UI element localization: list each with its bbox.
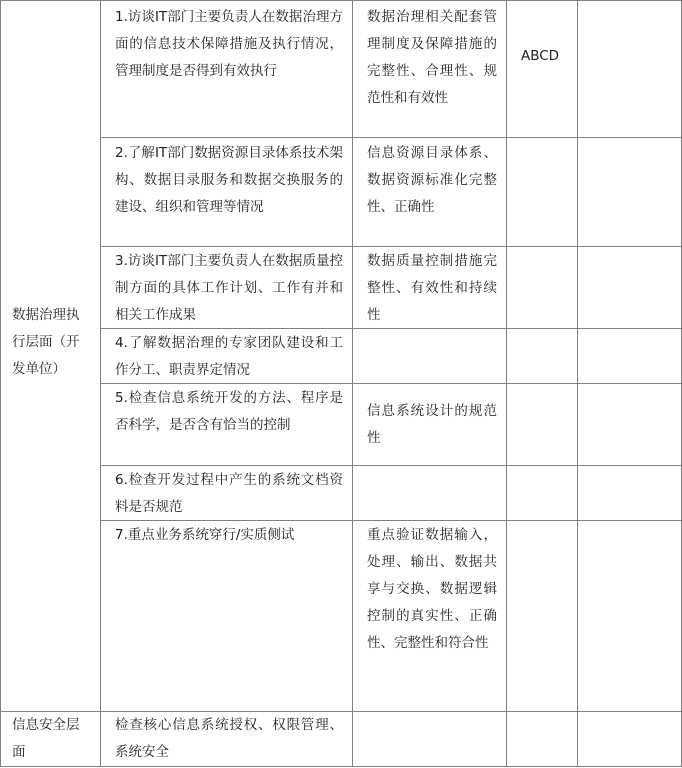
row-divider <box>100 137 682 138</box>
check-item: 4.了解数据治理的专家团队建设和工作分工、职责界定情况 <box>115 335 343 378</box>
check-item: 5.检查信息系统开发的方法、程序是否科学，是否含有恰当的控制 <box>115 390 343 433</box>
check-item: 7.重点业务系统穿行/实质侧试 <box>115 527 295 543</box>
grade-cell: ABCD <box>521 48 560 64</box>
check-item: 1.访谈IT部门主要负责人在数据治理方面的信息技术保障措施及执行情况，管理制度是否得到有效执行 <box>115 9 343 79</box>
check-item: 检查核心信息系统授权、权限管理、系统安全 <box>115 717 343 760</box>
column-divider <box>100 0 101 767</box>
column-divider <box>352 0 353 767</box>
check-item: 6.检查开发过程中产生的系统文档资料是否规范 <box>115 472 343 515</box>
table-border-top <box>0 0 682 1</box>
section-label: 信息安全层面 <box>12 717 80 760</box>
column-divider <box>577 0 578 767</box>
focus-point: 信息系统设计的规范性 <box>367 403 497 446</box>
section-label: 数据治理执行层面（开发单位） <box>12 307 80 377</box>
table-border-left <box>0 0 1 767</box>
focus-point: 重点验证数据输入，处理、输出、数据共享与交换、数据逻辑控制的真实性、正确性、完整性和符合性 <box>367 527 497 651</box>
row-divider <box>100 465 682 466</box>
focus-point: 数据质量控制措施完整性、有效性和持续性 <box>367 253 497 323</box>
focus-point: 信息资源目录体系、数据资源标准化完整性、正确性 <box>367 145 497 215</box>
focus-point: 数据治理相关配套管理制度及保障措施的完整性、合理性、规范性和有效性 <box>367 9 497 106</box>
table-border-bottom <box>0 766 682 767</box>
check-item: 2.了解IT部门数据资源目录体系技术架构、数据目录服务和数据交换服务的建设、组织和管理等情况 <box>115 145 343 215</box>
row-divider <box>100 246 682 247</box>
column-divider <box>506 0 507 767</box>
check-item: 3.访谈IT部门主要负责人在数据质量控制方面的具体工作计划、工作有并和相关工作成果 <box>115 253 343 323</box>
